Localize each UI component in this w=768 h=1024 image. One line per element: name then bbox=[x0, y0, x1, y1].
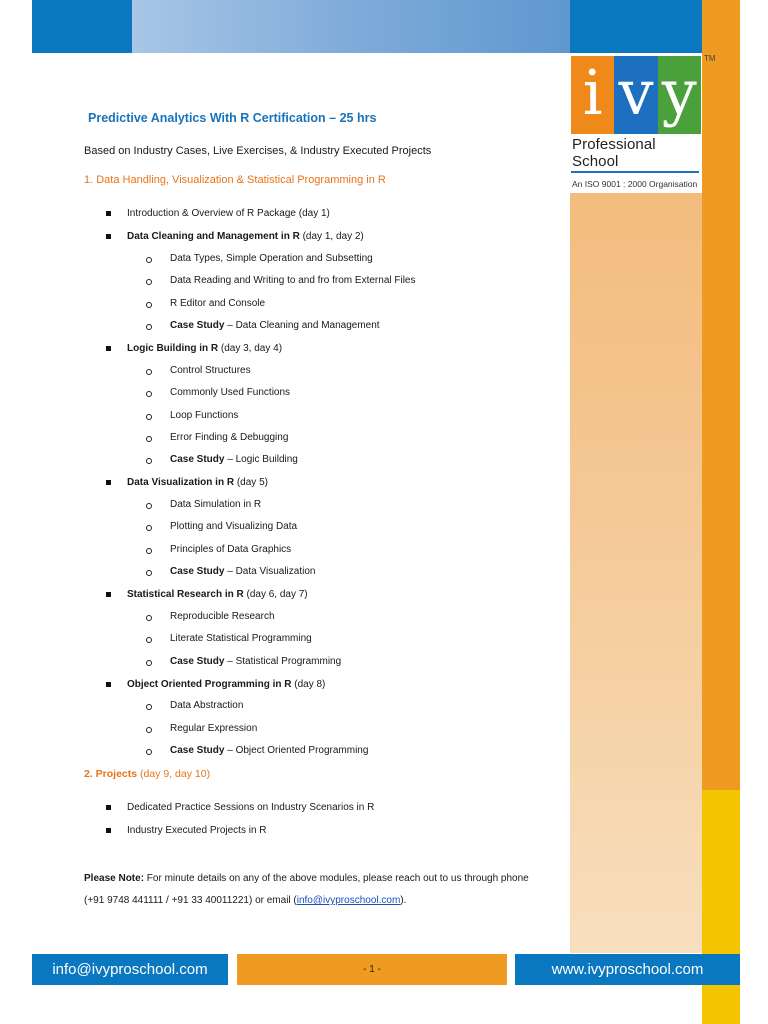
list-subitem: Error Finding & Debugging bbox=[170, 432, 289, 443]
bullet-circle bbox=[146, 727, 152, 733]
bullet-circle bbox=[146, 458, 152, 464]
logo-rule bbox=[571, 171, 699, 173]
list-subitem: Control Structures bbox=[170, 365, 251, 376]
note-line-2: (+91 9748 441111 / +91 33 40011221) or email (info@ivyproschool.com). bbox=[84, 895, 407, 906]
ivy-logo bbox=[571, 56, 701, 189]
list-item: Data Visualization in R (day 5) bbox=[127, 477, 268, 488]
bullet-circle bbox=[146, 257, 152, 263]
note-line-1: Please Note: For minute details on any of the above modules, please reach out to us through phone bbox=[84, 873, 529, 884]
list-subitem: Case Study – Data Visualization bbox=[170, 566, 316, 577]
bullet-circle bbox=[146, 548, 152, 554]
list-subitem: Case Study – Statistical Programming bbox=[170, 656, 342, 667]
bullet-circle bbox=[146, 414, 152, 420]
bullet-circle bbox=[146, 615, 152, 621]
logo-iso-text: An ISO 9001 : 2000 Organisation bbox=[572, 179, 698, 189]
bullet-circle bbox=[146, 279, 152, 285]
footer-website[interactable]: www.ivyproschool.com bbox=[515, 954, 740, 985]
bullet-circle bbox=[146, 302, 152, 308]
bullet-circle bbox=[146, 637, 152, 643]
trademark-mark: TM bbox=[704, 54, 716, 63]
list-subitem: Data Reading and Writing to and fro from External Files bbox=[170, 275, 416, 286]
header-bar-center bbox=[132, 0, 570, 53]
list-subitem: Regular Expression bbox=[170, 723, 258, 734]
list-subitem: Loop Functions bbox=[170, 410, 239, 421]
list-subitem: Reproducible Research bbox=[170, 611, 275, 622]
list-item: Statistical Research in R (day 6, day 7) bbox=[127, 589, 308, 600]
list-subitem: Data Simulation in R bbox=[170, 499, 262, 510]
bullet-circle bbox=[146, 503, 152, 509]
bullet-square bbox=[106, 480, 111, 485]
header-bar-left bbox=[32, 0, 132, 53]
logo-school-name: Professional School bbox=[572, 136, 656, 170]
side-stripe-orange bbox=[702, 0, 740, 790]
email-link[interactable]: info@ivyproschool.com bbox=[296, 895, 401, 906]
list-subitem: Literate Statistical Programming bbox=[170, 633, 312, 644]
bullet-square bbox=[106, 682, 111, 687]
list-subitem: Case Study – Logic Building bbox=[170, 454, 298, 465]
bullet-square bbox=[106, 805, 111, 810]
list-subitem: Plotting and Visualizing Data bbox=[170, 521, 298, 532]
document-subtitle: Based on Industry Cases, Live Exercises, & Industry Executed Projects bbox=[84, 145, 432, 157]
list-item: Logic Building in R (day 3, day 4) bbox=[127, 343, 283, 354]
bullet-circle bbox=[146, 324, 152, 330]
list-subitem: Data Abstraction bbox=[170, 700, 244, 711]
bullet-square bbox=[106, 828, 111, 833]
section-2-heading: 2. Projects (day 9, day 10) bbox=[84, 768, 211, 780]
list-subitem: Principles of Data Graphics bbox=[170, 544, 292, 555]
list-subitem: Case Study – Object Oriented Programming bbox=[170, 745, 369, 756]
logo-letter-i: i bbox=[571, 56, 614, 134]
header-bar-right bbox=[570, 0, 702, 53]
list-item: Object Oriented Programming in R (day 8) bbox=[127, 679, 326, 690]
bullet-circle bbox=[146, 391, 152, 397]
list-subitem: Data Types, Simple Operation and Subsetting bbox=[170, 253, 373, 264]
side-stripe-yellow bbox=[702, 790, 740, 1024]
bullet-circle bbox=[146, 704, 152, 710]
bullet-square bbox=[106, 211, 111, 216]
list-item: Industry Executed Projects in R bbox=[127, 825, 267, 836]
list-subitem: R Editor and Console bbox=[170, 298, 266, 309]
bullet-circle bbox=[146, 525, 152, 531]
bullet-circle bbox=[146, 369, 152, 375]
bullet-circle bbox=[146, 570, 152, 576]
document-title: Predictive Analytics With R Certification – 25 hrs bbox=[88, 111, 377, 125]
bullet-square bbox=[106, 346, 111, 351]
list-item: Dedicated Practice Sessions on Industry Scenarios in R bbox=[127, 802, 375, 813]
list-item: Data Cleaning and Management in R (day 1, day 2) bbox=[127, 231, 364, 242]
footer-email[interactable]: info@ivyproschool.com bbox=[32, 954, 228, 985]
section-1-heading bbox=[84, 174, 386, 186]
logo-letters bbox=[571, 56, 701, 134]
footer-page-number: - 1 - bbox=[237, 954, 507, 985]
list-subitem: Commonly Used Functions bbox=[170, 387, 291, 398]
bullet-circle bbox=[146, 749, 152, 755]
logo-letter-y: y bbox=[658, 56, 701, 134]
bullet-circle bbox=[146, 660, 152, 666]
list-item: Introduction & Overview of R Package (day 1) bbox=[127, 208, 330, 219]
logo-letter-v: v bbox=[614, 56, 657, 134]
list-subitem: Case Study – Data Cleaning and Management bbox=[170, 320, 380, 331]
bullet-square bbox=[106, 234, 111, 239]
section-1-heading-text: 1. Data Handling, Visualization & Statistical Programming in R bbox=[84, 174, 386, 186]
bullet-circle bbox=[146, 436, 152, 442]
bullet-square bbox=[106, 592, 111, 597]
